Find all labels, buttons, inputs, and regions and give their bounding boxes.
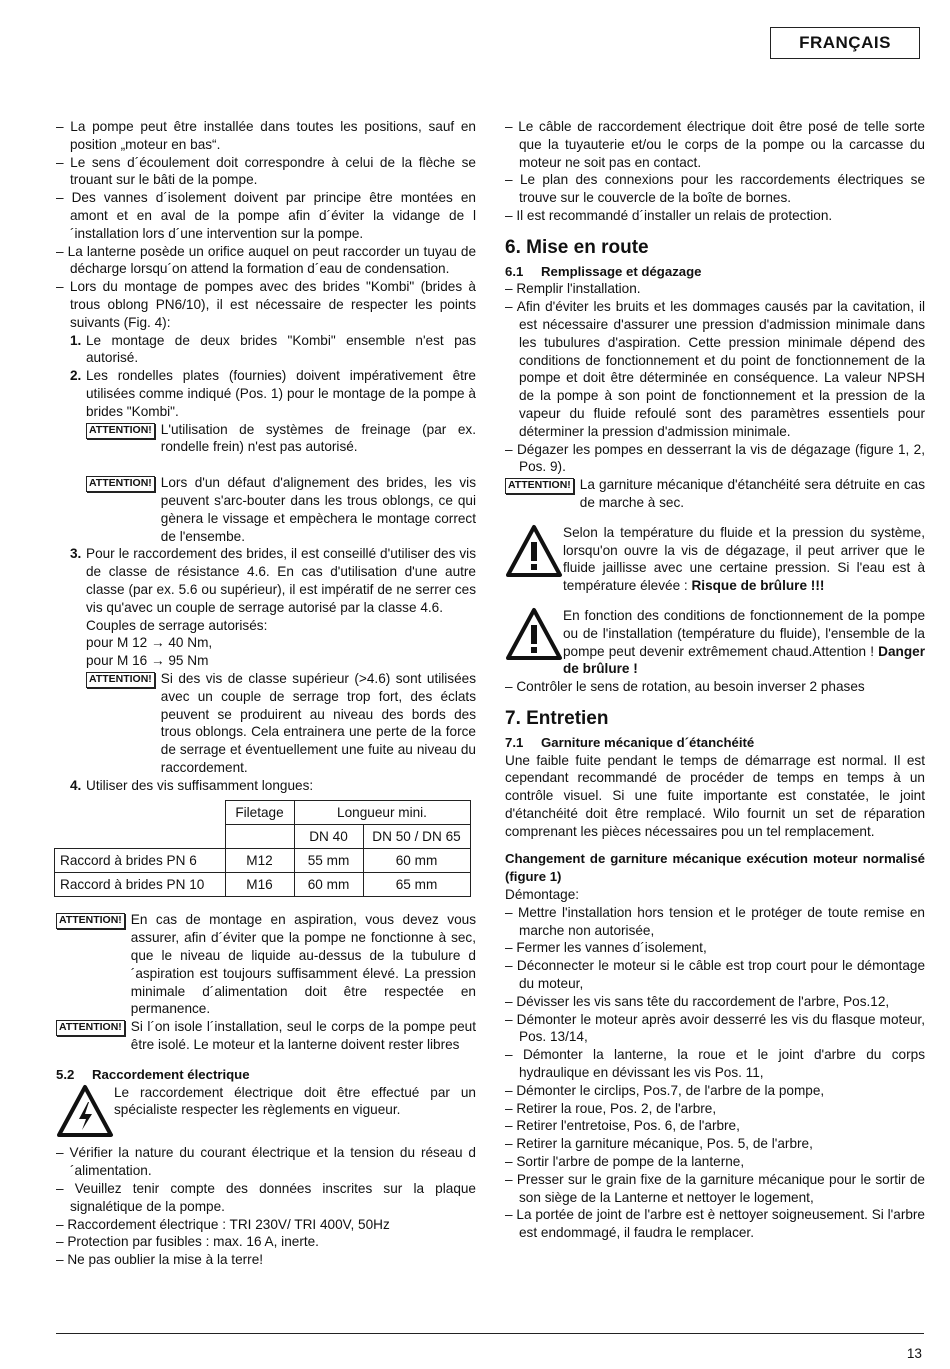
numbered-item: 1. Le montage de deux brides "Kombi" ensemble n'est pas autorisé. (70, 332, 476, 366)
attention-note: ATTENTION! Lors d'un défaut d'alignement des brides, les vis peuvent s'arc-bouter dans les trous oblongs, ce qui gènera le vissage et empèchera le montage correct de l'ensembe. (56, 474, 476, 545)
right-column (505, 118, 925, 1242)
list-item: – Protection par fusibles : max. 16 A, inerte. (56, 1234, 319, 1250)
table-header: Longueur mini. (294, 801, 470, 825)
list-item: – Il est recommandé d´installer un relais de protection. (505, 207, 833, 223)
attention-note: ATTENTION! Si des vis de classe supérieur (>4.6) sont utilisées avec un couple de serrage trop fort, des éclats peuvent se produirent au niveau des bords des trous oblongs. Cela entrainera une perte de la force de serrage et éventuellement une fuite au niveau du raccordement. (56, 670, 476, 777)
list-item: – Mettre l'installation hors tension et le protéger de toute remise en marche non autorisée, (505, 904, 925, 938)
attention-badge: ATTENTION! (56, 1020, 125, 1036)
torque-value: pour M 12 → 40 Nm, (86, 635, 213, 651)
list-item: – Lors du montage de pompes avec des brides "Kombi" (brides à trous oblong PN6/10), il est nécessaire de respecter les points suivants (Fig. 4): (56, 279, 476, 330)
list-item: – Le sens d´écoulement doit correspondre à celui de la flèche se trouant sur le bâti de la pompe. (56, 154, 476, 188)
hot-surface-warning: En fonction des conditions de fonctionnement de la pompe ou de l'installation (température du fluide), l'ensemble de la pompe peut devenir extrêmement chaud.Attention ! Danger de brûlure ! (505, 607, 925, 678)
language-label: FRANÇAIS (770, 27, 920, 59)
warning-triangle-icon (505, 607, 563, 678)
burn-warning: Selon la température du fluide et la pression du système, lorsqu'on ouvre la vis de dégazage, il peut arriver que le fluide jaillisse avec une certaine pression. Si l'eau est à température élevée : Risque de brûlure !!! (505, 524, 925, 595)
numbered-item: 4. Utiliser des vis suffisamment longues: (70, 777, 314, 793)
attention-note: ATTENTION! Si l´on isole l´installation, seul le corps de la pompe peut être isolé. Le moteur et la lanterne doivent rester libres (56, 1018, 476, 1054)
torque-value: pour M 16 → 95 Nm (86, 653, 209, 669)
list-item: – La pompe peut être installée dans toutes les positions, sauf en position „moteur en bas“. (56, 119, 476, 152)
list-item: – Ne pas oublier la mise à la terre! (56, 1252, 264, 1268)
warning-triangle-icon (505, 524, 563, 595)
section-heading: 7.1 Garniture mécanique d´étanchéité (505, 734, 755, 750)
list-item: – Dévisser les vis sans tête du raccordement de l'arbre, Pos.12, (505, 993, 890, 1009)
list-item: – Afin d'éviter les bruits et les dommages causés par la cavitation, il est nécessaire d'assurer une pression d'admission minimale dans les tubulures d'aspiration. Cette pression minimale dépend des conditions de fonctionnement et du point de fonctionnement de la pompe et doit être déterminée en conséquence. La valeur NPSH de la pompe à son point de fonctionnement et la pression de la vapeur du fluide refoulé sont des paramètres essentiels pour déterminer la pression d'admission minimale. (505, 299, 925, 439)
attention-badge: ATTENTION! (86, 476, 155, 492)
attention-badge: ATTENTION! (505, 478, 574, 494)
list-item: – Veuillez tenir compte des données inscrites sur la plaque signalétique de la pompe. (56, 1181, 476, 1214)
list-item: – Des vannes d´isolement doivent par principe être montées en amont et en aval de la pompe afin d´éviter la vidange de l´installation lors d´une intervention sur la pompe. (56, 190, 476, 241)
list-item: – Remplir l'installation. (505, 281, 641, 297)
electrical-warning: Le raccordement électrique doit être effectué par un spécialiste respecter les règlements en vigueur. (56, 1084, 476, 1145)
list-item: – Presser sur le grain fixe de la garniture mécanique pour le sortir de son siège de la Lanterne et nettoyer le logement, (505, 1171, 925, 1205)
section-title: 6. Mise en route (505, 236, 649, 258)
torque-title: Couples de serrage autorisés: (86, 617, 268, 633)
numbered-item: 2. Les rondelles plates (fournies) doivent impérativement être utilisées comme indiqué (Pos. 1) pour le montage de la pompe à brides "Kombi". (70, 368, 476, 419)
section-heading: 5.2 Raccordement électrique (56, 1066, 250, 1082)
screw-length-table (54, 800, 471, 897)
list-item: – Raccordement électrique : TRI 230V/ TRI 400V, 50Hz (56, 1216, 390, 1232)
list-item: – Contrôler le sens de rotation, au besoin inverser 2 phases (505, 679, 865, 695)
paragraph: Une faible fuite pendant le temps de démarrage est normal. Il est cependant recommandé de procéder de temps en temps à un contrôle visuel. Si une fuite importante est constatée, le joint d'étanchéité doit être remplacé. Wilo fournit un set de réparation comprenant les pièces nécessaires pou un tel remplacement. (505, 752, 925, 839)
numbered-item: 3. Pour le raccordement des brides, il est conseillé d'utiliser des vis de classe de résistance 4.6. En cas d'utilisation d'une autre classe (par ex. 5.6 ou supérieur), il est impératif de ne serrer ces vis qu'avec un couple de serrage autorisé par la classe 4.6. (70, 546, 476, 615)
list-item: – Sortir l'arbre de pompe de la lanterne, (505, 1154, 745, 1170)
attention-badge: ATTENTION! (86, 672, 155, 688)
list-item: – Démonter le moteur après avoir desserré les vis du flasque moteur, Pos. 13/14, (505, 1011, 925, 1045)
footer-divider (56, 1333, 924, 1334)
attention-note: ATTENTION! L'utilisation de systèmes de freinage (par ex. rondelle frein) n'est pas autorisé. (56, 421, 476, 457)
list-item: – Retirer la garniture mécanique, Pos. 5, de l'arbre, (505, 1136, 813, 1152)
section-heading: 6.1 Remplissage et dégazage (505, 263, 702, 279)
table-row: Raccord à brides PN 6 M12 55 mm 60 mm (55, 849, 471, 873)
attention-badge: ATTENTION! (56, 913, 125, 929)
attention-note: ATTENTION! En cas de montage en aspiration, vous devez vous assurer, afin d´éviter que la pompe ne fonctionne à sec, que le niveau de liquide au-dessus de la tubulure d´aspiration est toujours suffisamment élevé. La pression minimale d´alimentation doit être respectée en permanence. (56, 911, 476, 1018)
table-header: DN 50 / DN 65 (363, 825, 470, 849)
list-item: – Retirer l'entretoise, Pos. 6, de l'arbre, (505, 1118, 740, 1134)
page-number: 13 (906, 1346, 922, 1361)
list-item: – Le câble de raccordement électrique doit être posé de telle sorte que la tuyauterie et/ou le corps de la pompe ou la carcasse du moteur ne soit pas en contact. (505, 119, 925, 170)
list-item: – Démonter le circlips, Pos.7, de l'arbre de la pompe, (505, 1082, 825, 1098)
section-heading: Changement de garniture mécanique exécution moteur normalisé (figure 1) (505, 851, 925, 885)
list-item: – Déconnecter le moteur si le câble est trop court pour le démontage du moteur, (505, 958, 925, 992)
electric-hazard-icon (56, 1084, 114, 1145)
table-header: Filetage (225, 801, 294, 825)
section-title: 7. Entretien (505, 707, 609, 729)
list-item: – Fermer les vannes d´isolement, (505, 940, 707, 956)
list-item: – Vérifier la nature du courant électrique et la tension du réseau d´alimentation. (56, 1145, 476, 1179)
list-item: – Démonter la lanterne, la roue et le joint d'arbre du corps hydraulique en dévissant les vis Pos. 11, (505, 1047, 926, 1081)
paragraph: Démontage: (505, 887, 580, 903)
list-item: – La lanterne posède un orifice auquel on peut raccorder un tuyau de décharge lorsqu´on attend la formation d´eau de condensation. (56, 243, 476, 277)
table-header: DN 40 (294, 825, 363, 849)
list-item: – La portée de joint de l'arbre est è nettoyer soigneusement. Si l'arbre est endommagé, il faudra le remplacer. (505, 1207, 925, 1241)
left-column (56, 118, 476, 1269)
table-row: Raccord à brides PN 10 M16 60 mm 65 mm (55, 873, 471, 897)
attention-badge: ATTENTION! (86, 423, 155, 439)
list-item: – Dégazer les pompes en desserrant la vis de dégazage (figure 1, 2, Pos. 9). (505, 441, 926, 475)
attention-note: ATTENTION! La garniture mécanique d'étanchéité sera détruite en cas de marche à sec. (505, 476, 925, 512)
list-item: – Retirer la roue, Pos. 2, de l'arbre, (505, 1100, 717, 1116)
list-item: – Le plan des connexions pour les raccordements électriques se trouve sur le couvercle de la boîte de bornes. (505, 172, 925, 206)
